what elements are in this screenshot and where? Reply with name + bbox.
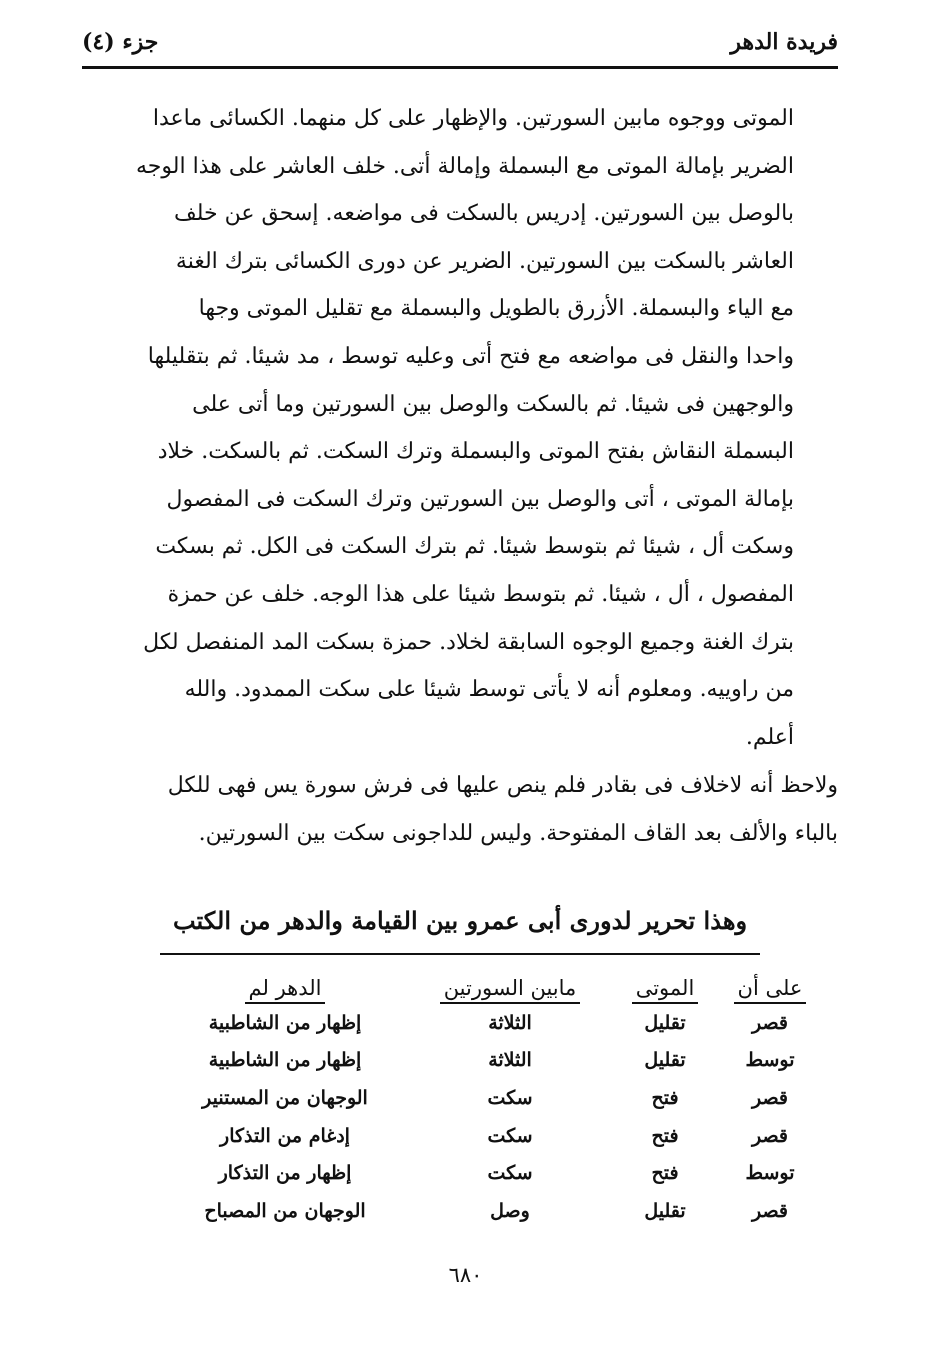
table-cell: سكت (487, 1162, 533, 1185)
text-line: بإمالة الموتى ، أتى والوصل بين السورتين وترك السكت فى المفصول (166, 486, 794, 512)
text-line: والوجهين فى شيئا. ثم بالسكت والوصل بين السورتين وما أتى على (192, 391, 794, 417)
table-cell: قصر (751, 1011, 789, 1034)
table-cell: وصل (490, 1199, 530, 1222)
table-cell: تقليل (644, 1199, 686, 1222)
table-header-row (160, 958, 820, 1004)
book-title: فريدة الدهر (730, 29, 838, 55)
column-header: الموتى (610, 958, 720, 1004)
tahrir-table (160, 958, 820, 1230)
note-line: ولاحظ أنه لاخلاف فى بقادر فلم ينص عليها فى فرش سورة يس فهى للكل (167, 773, 838, 798)
table-cell: توسط (745, 1049, 795, 1072)
table-cell: سكت (487, 1124, 533, 1147)
text-line: واحدا والنقل فى مواضعه مع فتح أتى وعليه توسط ، مد شيئا. ثم بتقليلها (147, 343, 794, 369)
table-row (160, 1079, 820, 1117)
table-cell: إدغام من التذكار (220, 1124, 350, 1147)
page-number: ٦٨٠ (448, 1263, 483, 1287)
table-cell: فتح (651, 1124, 679, 1147)
table-cell: قصر (751, 1124, 789, 1147)
table-row (160, 1154, 820, 1192)
table-cell: قصر (751, 1199, 789, 1222)
text-line: العاشر بالسكت بين السورتين. الضرير عن دورى الكسائى بترك الغنة (175, 248, 794, 274)
note-paragraph (82, 762, 838, 857)
table-cell: توسط (745, 1162, 795, 1185)
text-line: بالوصل بين السورتين. إدريس بالسكت فى مواضعه. إسحق عن خلف (173, 201, 794, 227)
text-line: من راوييه. ومعلوم أنه لا يأتى توسط شيئا على سكت الممدود. والله (184, 677, 794, 703)
page-header (82, 22, 838, 62)
table-caption: وهذا تحرير لدورى أبى عمرو بين القيامة والدهر من الكتب (172, 906, 748, 935)
part-number: جزء (٤) (82, 29, 159, 55)
table-cell: سكت (487, 1086, 533, 1109)
table-cell: إظهار من الشاطبية (208, 1011, 362, 1034)
table-cell: الثلاثة (488, 1049, 532, 1072)
text-line: مع الياء والبسملة. الأزرق بالطويل والبسملة مع تقليل الموتى وجها (198, 296, 794, 322)
table-cell: فتح (651, 1162, 679, 1185)
text-line: الضرير بإمالة الموتى مع البسملة وإمالة أتى. خلف العاشر على هذا الوجه (136, 153, 794, 179)
column-header: الدهر لم (160, 958, 410, 1004)
note-line: بالباء والألف بعد القاف المفتوحة. وليس للداجونى سكت بين السورتين. (198, 820, 838, 846)
text-line: البسملة النقاش بفتح الموتى والبسملة وترك السكت. ثم بالسكت. خلاد (157, 439, 794, 465)
table-cell: إظهار من الشاطبية (208, 1049, 362, 1072)
text-line: المفصول ، أل ، شيئا. ثم بتوسط شيئا على هذا الوجه. خلف عن حمزة (167, 581, 794, 607)
table-cell: إظهار من التذكار (218, 1162, 352, 1185)
table-row (160, 1192, 820, 1230)
table-cell: تقليل (644, 1049, 686, 1072)
table-cell: تقليل (644, 1011, 686, 1034)
table-row (160, 1042, 820, 1080)
table-cell: الوجهان من المستنير (202, 1086, 368, 1109)
text-line: بترك الغنة وجميع الوجوه السابقة لخلاد. حمزة بسكت المد المنفصل لكل (143, 629, 794, 655)
text-line: وسكت أل ، شيئا ثم بتوسط شيئا. ثم بترك السكت فى الكل. ثم بسكت (155, 534, 794, 560)
column-header: مابين السورتين (410, 958, 610, 1004)
text-line: الموتى ووجوه مابين السورتين. والإظهار على كل منهما. الكسائى ماعدا (152, 106, 794, 131)
text-line: أعلم. (745, 724, 794, 750)
column-header: على أن (720, 958, 820, 1004)
table-row (160, 1117, 820, 1155)
caption-divider (160, 953, 760, 955)
body-text (82, 95, 794, 761)
header-divider (82, 66, 838, 69)
table-cell: الثلاثة (488, 1011, 532, 1034)
table-cell: الوجهان من المصباح (204, 1199, 366, 1222)
table-row (160, 1004, 820, 1042)
table-cell: فتح (651, 1086, 679, 1109)
table-cell: قصر (751, 1086, 789, 1109)
